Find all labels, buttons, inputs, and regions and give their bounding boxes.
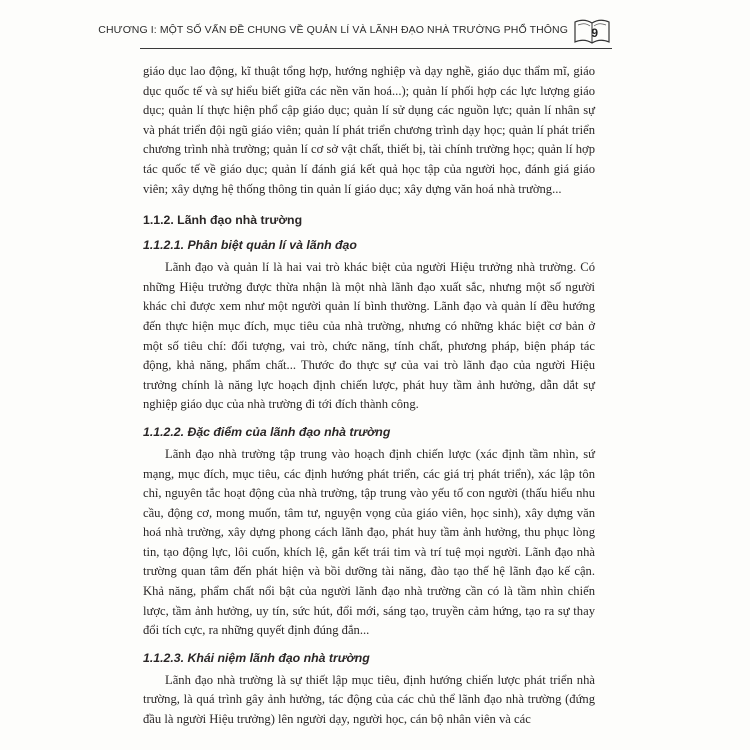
page-body bbox=[143, 62, 595, 730]
running-header bbox=[98, 18, 612, 49]
heading-1-1-2-3: 1.1.2.3. Khái niệm lãnh đạo nhà trường bbox=[143, 650, 370, 665]
paragraph-1-1-2-1: Lãnh đạo và quản lí là hai vai trò khác biệt của người Hiệu trưởng nhà trường. Có những Hiệu trưởng được thừa nhận là một nhà lãnh đạo xuất sắc, nhưng một số người khác chỉ được xem như một người quản lí bình thường. Lãnh đạo và quản lí đều hướng đến thực hiện mục đích, mục tiêu của nhà trường, nhưng có những khác biệt cơ bản ở một số tiêu chí: đối tượng, vai trò, chức năng, tính chất, phương pháp, biện pháp tác động, khả năng, phẩm chất... Thước đo thực sự của vai trò lãnh đạo của người Hiệu trưởng chính là năng lực hoạch định chiến lược, phát huy tầm ảnh hưởng, dẫn dắt sự nghiệp giáo dục của nhà trường đi tới đích thành công. bbox=[143, 260, 595, 412]
paragraph-intro: giáo dục lao động, kĩ thuật tổng hợp, hướng nghiệp và dạy nghề, giáo dục thẩm mĩ, giáo dục quốc tế và sự hiểu biết giữa các nền văn hoá...); quản lí phối hợp các lực lượng giáo dục; quản lí thực hiện phổ cập giáo dục; quản lí sử dụng các nguồn lực; quản lí nhân sự và phát triển đội ngũ giáo viên; quản lí phát triển chương trình dạy học; quản lí phát triển chương trình nhà trường; quản lí cơ sở vật chất, thiết bị, tài chính trường học; quản lí hợp tác quốc tế về giáo dục; quản lí đánh giá kết quả học tập của người học, đánh giá giáo viên; xây dựng hệ thống thông tin quản lí giáo dục; xây dựng văn hoá nhà trường... bbox=[143, 64, 595, 196]
page-number: 9 bbox=[591, 26, 598, 40]
paragraph-1-1-2-2: Lãnh đạo nhà trường tập trung vào hoạch định chiến lược (xác định tầm nhìn, sứ mạng, mục đích, mục tiêu, các định hướng phát triển, các giá trị phát triển), xác lập tôn chỉ, nguyên tắc hoạt động của nhà trường, tập trung vào yếu tố con người (thấu hiểu nhu cầu, động cơ, mong muốn, tâm tư, nguyện vọng của giáo viên, học sinh), xây dựng văn hoá nhà trường, xây dựng phong cách lãnh đạo, phát huy tầm ảnh hưởng, thu phục lòng tin, tạo động lực, lôi cuốn, khích lệ, gắn kết trái tim và trí tuệ mọi người. Lãnh đạo nhà trường quan tâm đến phát hiện và bồi dưỡng tài năng, đào tạo thế hệ lãnh đạo kế cận. Khả năng, phẩm chất nổi bật của người lãnh đạo nhà trường cần có là tầm nhìn chiến lược, tầm ảnh hưởng, uy tín, sức hút, đổi mới, sáng tạo, truyền cảm hứng, tạo ra sự thay đổi tích cực, ra những quyết định đúng đắn... bbox=[143, 446, 595, 638]
heading-1-1-2: 1.1.2. Lãnh đạo nhà trường bbox=[143, 213, 303, 228]
chapter-title: CHƯƠNG I: MỘT SỐ VẤN ĐỀ CHUNG VỀ QUẢN LÍ VÀ LÃNH ĐẠO NHÀ TRƯỜNG PHỔ THÔNG bbox=[98, 24, 568, 36]
heading-1-1-2-1: 1.1.2.1. Phân biệt quản lí và lãnh đạo bbox=[143, 238, 357, 253]
paragraph-1-1-2-3: Lãnh đạo nhà trường là sự thiết lập mục tiêu, định hướng chiến lược phát triển nhà trường, là quá trình gây ảnh hưởng, tác động của các chủ thể lãnh đạo nhà trường (đứng đầu là người Hiệu trưởng) lên người dạy, người học, cán bộ nhân viên và các bbox=[143, 672, 595, 727]
heading-1-1-2-2: 1.1.2.2. Đặc điểm của lãnh đạo nhà trường bbox=[143, 424, 391, 439]
